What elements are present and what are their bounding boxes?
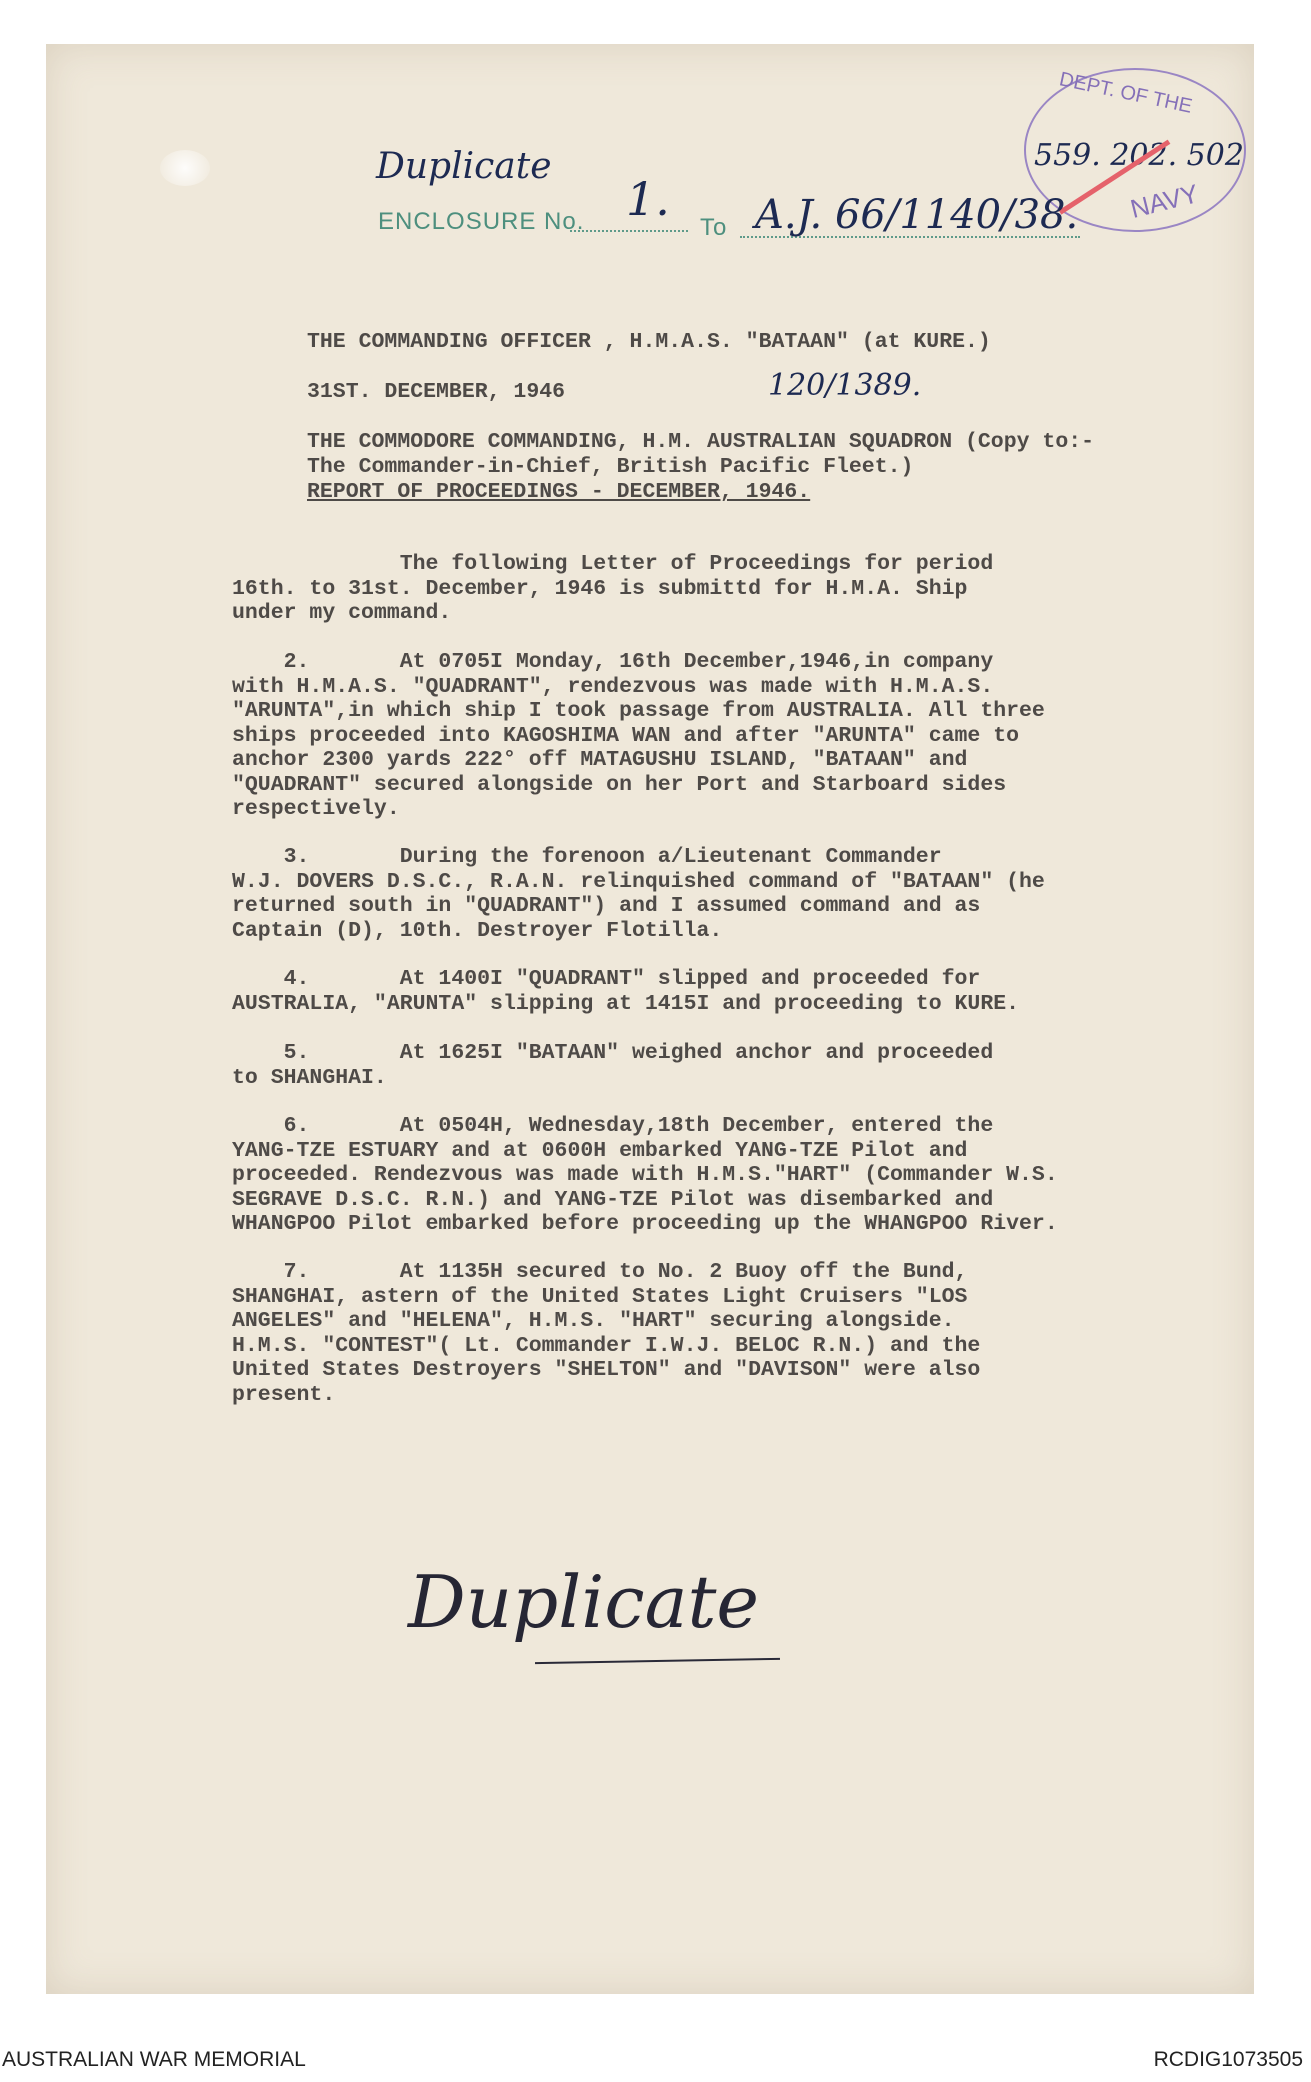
enclosure-number: 1. (626, 172, 670, 226)
paragraph-6: 6. At 0504H, Wednesday,18th December, entered the YANG-TZE ESTUARY and at 0600H embarked YANG-TZE Pilot and proceeded. Rendezvous was made with H.M.S."HART" (Commander W.S. SEGRAVE D.S.C. R.N.) and YANG-TZE Pilot was disembarked and WHANGPOO Pilot embarked before proceeding up the WHANGPOO River. (232, 1114, 1058, 1236)
paragraph-4: 4. At 1400I "QUADRANT" slipped and proceeded for AUSTRALIA, "ARUNTA" slipping at 1415I and proceeding to KURE. (232, 967, 1020, 1016)
stamp-bottom-text: NAVY (1127, 178, 1202, 224)
reference-number: A.J. 66/1140/38. (755, 192, 1079, 238)
footer-record-id: RCDIG1073505 (1153, 2048, 1303, 2071)
paragraph-7: 7. At 1135H secured to No. 2 Buoy off the Bund, SHANGHAI, astern of the United States Light Cruisers "LOS ANGELES" and "HELENA", H.M.S. "HART" securing alongside. H.M.S. "CONTEST"( Lt. Commander I.W.J. BELOC R.N.) and the United States Destroyers "SHELTON" and "DAVISON" were also present. (232, 1260, 981, 1407)
paragraph-5: 5. At 1625I "BATAAN" weighed anchor and proceeded to SHANGHAI. (232, 1041, 994, 1090)
to-line-1: THE COMMODORE COMMANDING, H.M. AUSTRALIAN SQUADRON (Copy to:- (307, 430, 1095, 454)
enclosure-label: ENCLOSURE No. (378, 208, 585, 235)
stamp-handwritten-number: 559. 202. 502 (1034, 138, 1244, 173)
paragraph-3: 3. During the forenoon a/Lieutenant Commander W.J. DOVERS D.S.C., R.A.N. relinquished command of "BATAAN" (he returned south in "QUADRANT") and I assumed command and as Captain (D), 10th. Destroyer Flotilla. (232, 845, 1045, 943)
paper-smudge (160, 150, 210, 186)
handwritten-signature: Duplicate (408, 1560, 760, 1644)
paragraph-1: The following Letter of Proceedings for period 16th. to 31st. December, 1946 is submittd for H.M.A. Ship under my command. (232, 552, 994, 625)
file-number: 120/1389. (768, 368, 922, 403)
stamp-top-text: DEPT. OF THE (1057, 68, 1195, 118)
handwritten-duplicate: Duplicate (376, 146, 552, 187)
date-line: 31ST. DECEMBER, 1946 (307, 380, 566, 404)
footer-institution: AUSTRALIAN WAR MEMORIAL (2, 2048, 306, 2071)
paragraph-2: 2. At 0705I Monday, 16th December,1946,in company with H.M.A.S. "QUADRANT", rendezvous was made with H.M.A.S. "ARUNTA",in which ship I took passage from AUSTRALIA. All three ships proceeded into KAGOSHIMA WAN and after "ARUNTA" came to anchor 2300 yards 222° off MATAGUSHU ISLAND, "BATAAN" and "QUADRANT" secured alongside on her Port and Starboard sides respectively. (232, 650, 1045, 821)
subject-line: REPORT OF PROCEEDINGS - DECEMBER, 1946. (307, 480, 811, 504)
from-line: THE COMMANDING OFFICER , H.M.A.S. "BATAAN" (at KURE.) (307, 330, 991, 354)
enclosure-number-line (570, 230, 688, 232)
to-line-2: The Commander-in-Chief, British Pacific Fleet.) (307, 455, 914, 479)
to-label: To (700, 214, 728, 241)
